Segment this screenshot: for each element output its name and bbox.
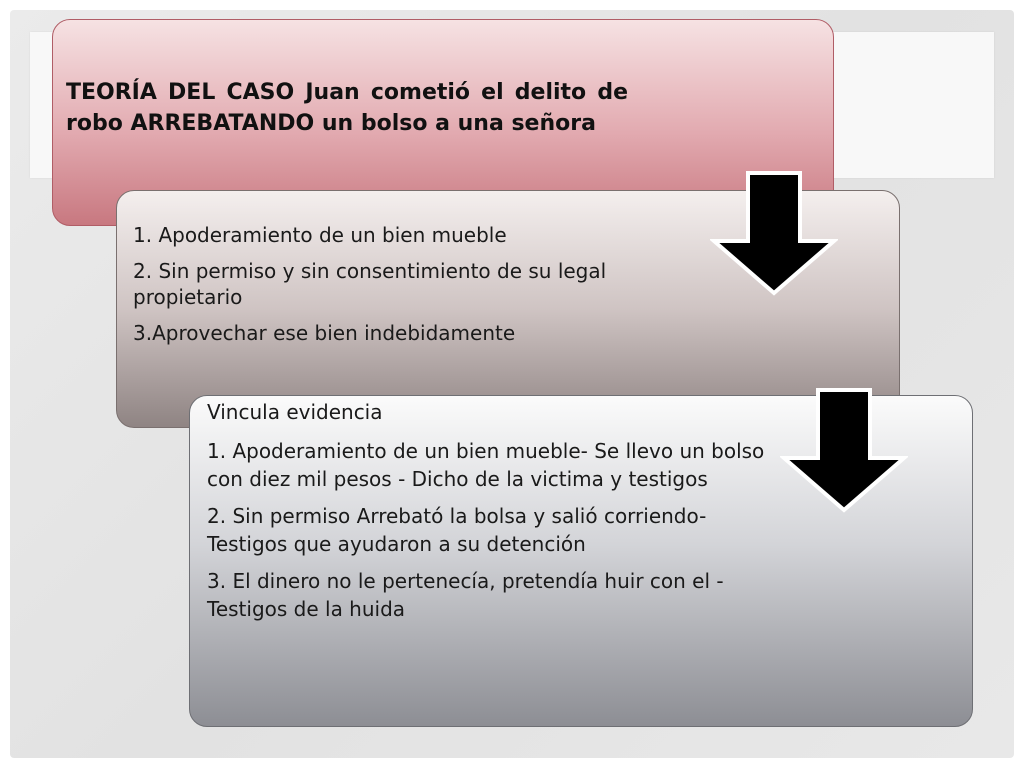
elements-list	[133, 222, 673, 356]
evidence-item: 3. El dinero no le pertenecía, pretendía huir con el - Testigos de la huida	[207, 569, 724, 621]
element-item: 3.Aprovechar ese bien indebidamente	[133, 321, 516, 345]
arrow-down-icon	[780, 387, 908, 513]
evidence-item: 1. Apoderamiento de un bien mueble- Se llevo un bolso con diez mil pesos - Dicho de la victima y testigos	[207, 439, 765, 491]
evidence-item: 2. Sin permiso Arrebató la bolsa y salió corriendo- Testigos que ayudaron a su detención	[207, 504, 707, 556]
theory-text: TEORÍA DEL CASO Juan cometió el delito de robo ARREBATANDO un bolso a una señora	[66, 80, 628, 136]
element-item: 1. Apoderamiento de un bien mueble	[133, 223, 507, 247]
evidence-title: Vincula evidencia	[207, 400, 383, 424]
arrow-down-icon	[710, 170, 838, 296]
evidence-list	[207, 437, 767, 632]
element-item: 2. Sin permiso y sin consentimiento de su legal propietario	[133, 259, 607, 309]
